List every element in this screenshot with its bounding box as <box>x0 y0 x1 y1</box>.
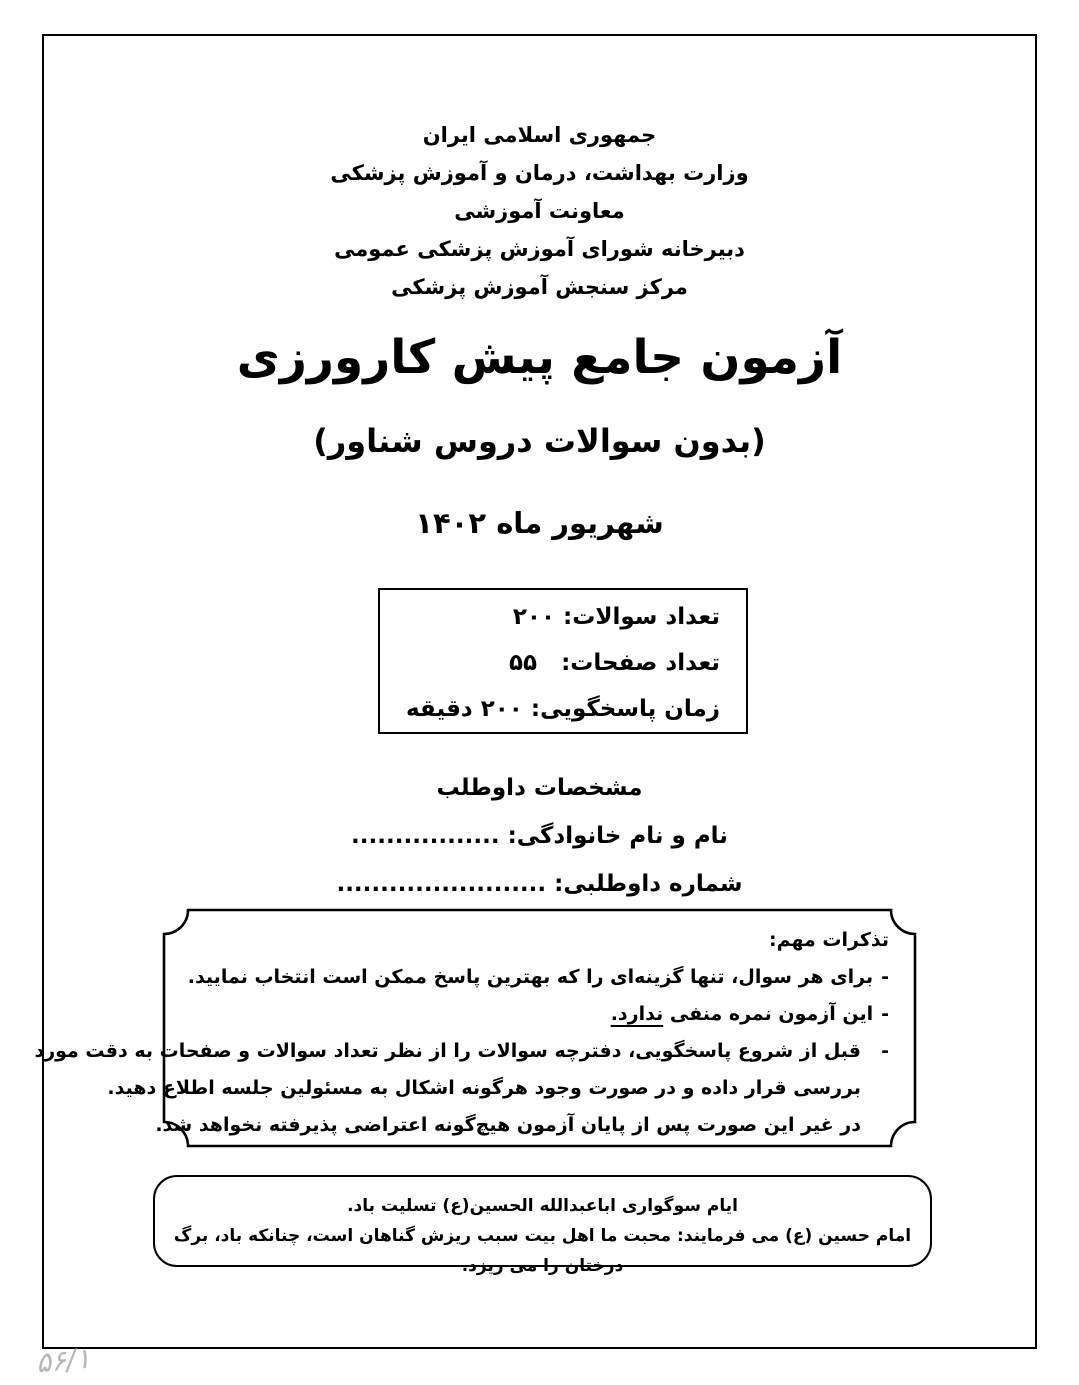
candidate-name-field: نام و نام خانوادگی: ................. <box>351 823 728 849</box>
note-body <box>34 1033 861 1144</box>
pages-value: ۵۵ <box>508 650 554 676</box>
note-item-check-booklet <box>34 1033 889 1144</box>
notes-content <box>34 908 917 1148</box>
pages-label: تعداد صفحات: <box>561 650 720 676</box>
header-line-country: جمهوری اسلامی ایران <box>422 123 657 147</box>
bullet-dash: - <box>881 1040 889 1062</box>
info-row-time <box>390 686 720 732</box>
note-line-3: در غیر این صورت پس از پایان آزمون هیچ‌گونه اعتراضی پذیرفته نخواهد شد. <box>155 1114 861 1136</box>
candidate-id-field: شماره داوطلبی: ........................ <box>336 871 743 897</box>
note-line-1: قبل از شروع پاسخگویی، دفترچه سوالات را از نظر تعداد سوالات و صفحات به دقت مورد <box>34 1040 861 1062</box>
candidate-section <box>44 764 1035 908</box>
header-line-secretariat: دبیرخانه شورای آموزش پزشکی عمومی <box>334 237 745 261</box>
notes-box <box>34 908 917 1148</box>
questions-label: تعداد سوالات: <box>563 604 720 630</box>
condolence-line-1: ایام سوگواری اباعبدالله الحسین(ع) تسلیت باد. <box>347 1196 738 1216</box>
questions-value: ۲۰۰ <box>512 604 556 630</box>
notes-heading: تذکرات مهم: <box>768 929 889 951</box>
header-line-deputy: معاونت آموزشی <box>454 199 625 223</box>
header-line-ministry: وزارت بهداشت، درمان و آموزش پزشکی <box>330 161 749 185</box>
exam-date: شهریور ماه ۱۴۰۲ <box>415 506 664 540</box>
note-line-2: بررسی قرار داده و در صورت وجود هرگونه اشکال به مسئولین جلسه اطلاع دهید. <box>107 1077 861 1099</box>
bullet-dash: - <box>881 1003 889 1025</box>
page-number: ۵۶/۱ <box>34 1341 92 1380</box>
page-border <box>34 34 1037 1349</box>
time-value: ۲۰۰ دقیقه <box>405 696 523 722</box>
note-item-no-negative-mark <box>207 996 889 1033</box>
bullet-dash: - <box>881 966 889 988</box>
ministry-header <box>44 116 1035 306</box>
condolence-line-2: امام حسین (ع) می فرمایند: محبت ما اهل بیت سبب ریزش گناهان است، چنانکه باد، برگ درختان را می ریزد. <box>173 1226 912 1276</box>
note-underlined-word: ندارد. <box>610 1003 664 1025</box>
exam-subtitle: (بدون سوالات دروس شناور) <box>313 422 766 460</box>
exam-info-box <box>378 588 748 734</box>
candidate-heading: مشخصات داوطلب <box>436 775 643 801</box>
note-text: برای هر سوال، تنها گزینه‌ای را که بهترین پاسخ ممکن است انتخاب نمایید. <box>187 966 874 988</box>
info-row-questions <box>390 594 720 640</box>
exam-title: آزمون جامع پیش کارورزی <box>236 330 843 385</box>
time-label: زمان پاسخگویی: <box>530 696 720 722</box>
note-text: این آزمون نمره منفی <box>669 1003 874 1025</box>
note-item-best-answer <box>187 959 889 996</box>
info-row-pages <box>390 640 720 686</box>
header-line-assessment-center: مرکز سنجش آموزش پزشکی <box>391 275 688 299</box>
condolence-box <box>153 1175 932 1276</box>
